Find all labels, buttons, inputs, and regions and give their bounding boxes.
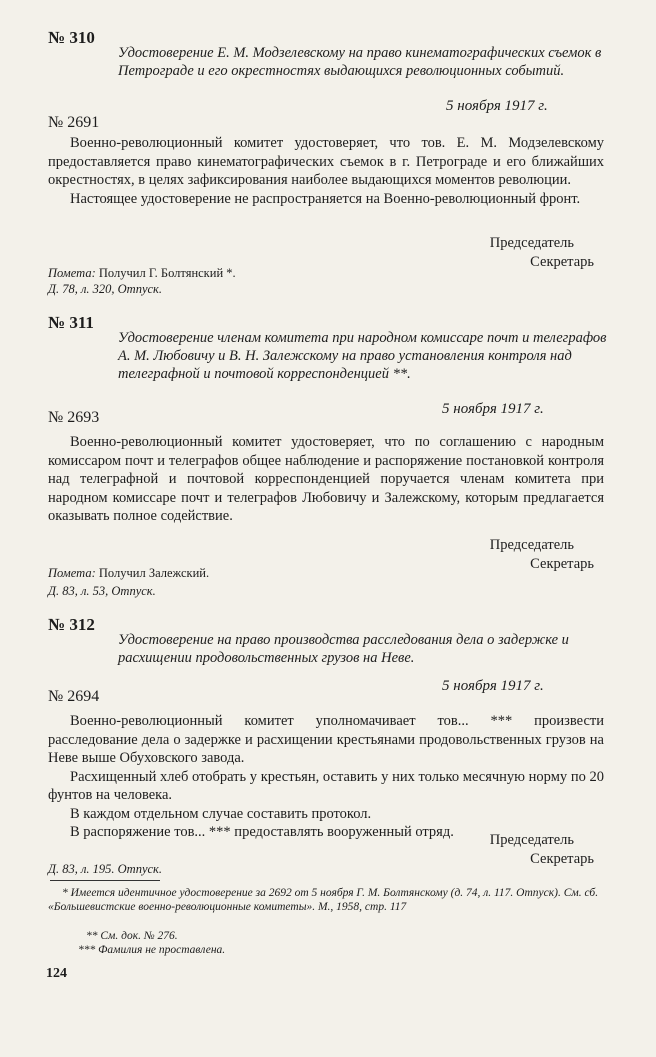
doc-312-paragraph: В каждом отдельном случае составить протокол. xyxy=(70,805,372,822)
doc-310-archive: Д. 78, л. 320, Отпуск. xyxy=(48,282,163,296)
doc-311-reg-number: № 2693 xyxy=(48,409,100,426)
doc-310-paragraph: Настоящее удостоверение не распространяется на Военно-революционный фронт. xyxy=(70,190,581,207)
doc-311-date: 5 ноября 1917 г. xyxy=(442,401,544,417)
doc-310-paragraph: Военно-революционный комитет удостоверяет, что тов. Е. М. Модзелевскому предоставляется право кинематографических съемок в г. Петрограде и его ближайших окрестностях, в целях зафиксирования наиболее выдающихся моментов революции. xyxy=(48,135,604,188)
doc-311-note xyxy=(48,566,209,581)
doc-310-sign-chairman: Председатель xyxy=(489,235,574,251)
doc-312-date: 5 ноября 1917 г. xyxy=(442,678,544,694)
doc-311-title: Удостоверение членам комитета при народном комиссаре почт и телеграфов А. М. Любовичу и В. Н. Залежскому на право установления контроля над телеграфной и почтовой корреспонденцией **. xyxy=(118,330,607,382)
doc-312-paragraph: В распоряжение тов... *** предоставлять вооруженный отряд. xyxy=(70,824,454,840)
doc-310-note xyxy=(48,266,236,281)
doc-310-body xyxy=(48,134,604,208)
doc-311-archive: Д. 83, л. 53, Отпуск. xyxy=(48,584,156,598)
doc-312-paragraph: Военно-революционный комитет уполномачивает тов... *** произвести расследование дела о задержке и расхищении крестьянами продовольственных грузов на Неве выше Обуховского завода. xyxy=(48,713,604,766)
doc-311-body xyxy=(48,433,604,526)
doc-310-number: № 310 xyxy=(48,28,95,47)
doc-310-date: 5 ноября 1917 г. xyxy=(446,98,548,114)
footnote-2: ** См. док. № 276. xyxy=(86,930,178,942)
doc-312-sign-chairman: Председатель xyxy=(489,832,574,848)
footnote-1: * Имеется идентичное удостоверение за 2692 от 5 ноября Г. М. Болтянскому (д. 74, л. 117. Отпуск). См. сб. «Большевистские военно-революционные комитеты». М., 1958, стр. 117 xyxy=(48,887,599,913)
doc-312-sign-secretary: Секретарь xyxy=(530,851,594,867)
doc-312-paragraph: Расхищенный хлеб отобрать у крестьян, оставить у них только месячную норму по 20 фунтов на человека. xyxy=(48,768,604,803)
doc-311-sign-secretary: Секретарь xyxy=(530,556,594,572)
doc-311-paragraph: Военно-революционный комитет удостоверяет, что по соглашению с народным комиссаром почт и телеграфов общее наблюдение и распоряжение постановкой контроля над телеграфной и почтовой корреспонденцией поручается членам комитета при народном комиссаре почт и телеграфов Любовичу и Залежскому, которым предлагается оказывать полное содействие. xyxy=(48,434,604,524)
doc-312-archive: Д. 83, л. 195. Отпуск. xyxy=(48,862,163,876)
note-text: Получил Залежский. xyxy=(98,566,210,580)
doc-310-reg-number: № 2691 xyxy=(48,114,100,131)
doc-312-reg-number: № 2694 xyxy=(48,688,100,705)
doc-310-title: Удостоверение Е. М. Модзелевскому на право кинематографических съемок в Петрограде и его окрестностях выдающихся революционных событий. xyxy=(118,45,602,79)
doc-310-sign-secretary: Секретарь xyxy=(530,254,594,270)
doc-311-sign-chairman: Председатель xyxy=(489,537,574,553)
footnote-divider xyxy=(50,880,160,881)
doc-312-number: № 312 xyxy=(48,615,95,634)
note-label: Помета: xyxy=(48,566,96,580)
page-number: 124 xyxy=(46,966,67,981)
doc-311-number: № 311 xyxy=(48,313,94,332)
doc-312-body xyxy=(48,712,604,842)
note-label: Помета: xyxy=(48,266,96,280)
doc-312-title: Удостоверение на право производства расследования дела о задержке и расхищении продовольственных грузов на Неве. xyxy=(118,632,569,666)
footnote-3: *** Фамилия не проставлена. xyxy=(78,944,226,956)
note-text: Получил Г. Болтянский *. xyxy=(98,266,236,280)
